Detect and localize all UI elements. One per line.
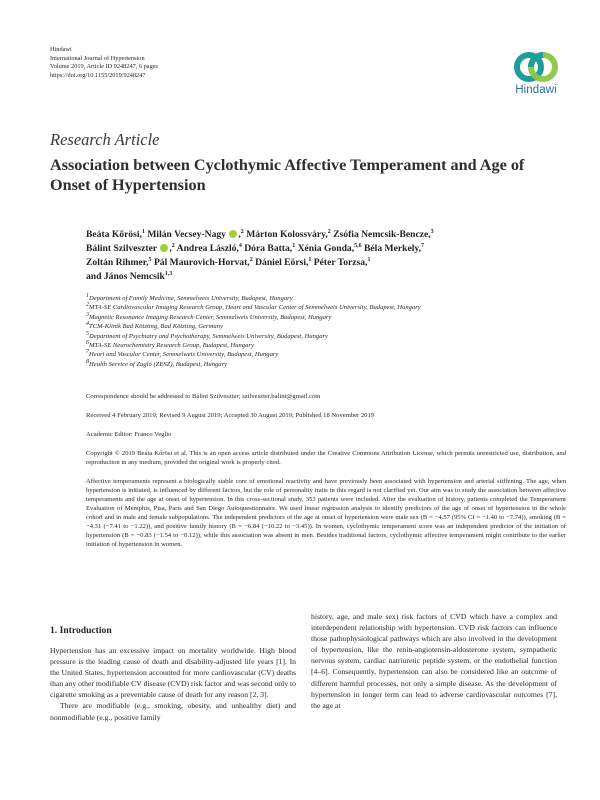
abstract: Affective temperaments represent a biologically stable core of emotional reactivity and have previously been associated with hypertension and arterial stiffening. The age, when hypertension is initiated, is influenced by different factors, but the role of personality traits in this regard is not clarified yet. Our aim was to study the association between affective temperaments and the age at onset of hypertension. In this cross-sectional study, 353 patients were included. After the evaluation of history, patients completed the Temperament Evaluation of Memphis, Pisa, Paris and San Diego Autoquestionnaire. We used linear regression analysis to identify predictors of the age of onset of hypertension in the whole cohort and in male and female subpopulations. The independent predictors of the age at onset of hypertension were male sex (B = −4.57 (95% CI = −1.40 to −7.74)), smoking (B = −4.31 (−7.41 to −1.22)), and positive family history (B = −6.84 (−10.22 to −3.45)). In women, cyclothymic temperament score was an independent predictor of the initiation of hypertension (B = −0.83 (−1.54 to −0.12)), while this association was absent in men. Besides traditional factors, cyclothymic affective temperament might contribute to the earlier initiation of hypertension in women.: [86, 478, 566, 548]
hindawi-logo-icon: [512, 50, 560, 84]
affiliation-marker: 3: [430, 228, 434, 235]
affiliation-item: [86, 360, 566, 369]
affiliation-marker: 1: [308, 256, 312, 263]
author-line-2: Bálint Szilveszter ,$^2$ Andrea László,$^4$ Dóra Batta,$^1$ Xénia Gonda,$^{5,6}$ Béla Merkely,$^7$: [86, 242, 425, 254]
author-line-4: [86, 270, 566, 284]
author-name[interactable]: Beáta Kőrösi,: [86, 229, 142, 240]
volume-info: Volume 2019, Article ID 9248247, 6 pages: [50, 63, 158, 71]
affiliation-number: 6: [86, 339, 89, 346]
article-title: Association between Cyclothymic Affective Temperament and Age of Onset of Hypertension: [50, 156, 525, 194]
affiliation-text: Magnetic Resonance Imaging Research Center, Semmelweis University, Budapest, Hungary: [89, 313, 332, 321]
author-name[interactable]: Pál Maurovich-Horvat,: [151, 256, 250, 268]
affiliation-item: [86, 294, 566, 303]
body-paragraph: Hypertension has an excessive impact on mortality worldwide. High blood pressure is the leading cause of death and disability-adjusted life years [1]. In the United States, hypertension accounted for more cardiovascular (CV) deaths than any other modifiable CV disease (CVD) risk factor and was second only to cigarette smoking as a preventable cause of death for any reason [2, 3].: [50, 646, 297, 700]
affiliation-marker: 1,3: [164, 270, 173, 277]
affiliation-number: 4: [86, 321, 89, 328]
author-name[interactable]: Milán Vecsey-Nagy: [144, 229, 226, 240]
affiliation-number: 7: [86, 349, 89, 356]
author-name[interactable]: Márton Kolossváry,: [243, 229, 328, 240]
affiliation-marker: 5,6: [354, 242, 362, 249]
affiliation-text: Department of Psychiatry and Psychotherapy, Semmelweis University, Budapest, Hungary: [89, 332, 328, 340]
affiliation-text: Department of Family Medicine, Semmelweis University, Budapest, Hungary: [89, 295, 293, 302]
affiliation-item: [86, 350, 566, 359]
affiliation-text: MTA-SE Cardiovascular Imaging Research Group, Heart and Vascular Center of Semmelweis University, Budapest, Hungary: [89, 304, 421, 312]
affiliation-marker: 2: [249, 256, 253, 263]
section-heading: [50, 625, 112, 636]
affiliation-text: TCM-Klinik Bad Kötzting, Bad Kötzting, Germany: [89, 323, 223, 331]
affiliation-text: MTA-SE Neurochemistry Research Group, Budapest, Hungary: [89, 342, 254, 350]
author-name[interactable]: Xénia Gonda,: [295, 242, 355, 254]
affiliation-marker: 2: [327, 228, 331, 235]
affiliation-list: [86, 294, 566, 369]
affiliation-item: [86, 332, 566, 341]
hindawi-logo: [508, 50, 564, 96]
affiliation-marker: 2: [171, 242, 175, 249]
section-title: Introduction: [59, 625, 112, 636]
affiliation-marker: 2: [240, 228, 244, 235]
body-paragraph: There are modifiable (e.g., smoking, obesity, and unhealthy diet) and nonmodifiable (e.g., positive family: [50, 701, 296, 722]
affiliation-item: [86, 303, 566, 312]
author-name[interactable]: and János Nemcsik: [86, 270, 165, 282]
section-number: 1.: [50, 625, 58, 636]
author-name[interactable]: Andrea László,: [174, 242, 239, 254]
copyright-notice: Copyright © 2019 Beáta Kőrösi et al. This is an open access article distributed under the Creative Commons Attribution License, which permits unrestricted use, distribution, and reproduction in any medium, provided the original work is properly cited.: [86, 450, 566, 466]
author-name[interactable]: Péter Torzsa,: [311, 256, 368, 268]
hindawi-logo-text: Hindawi: [515, 84, 557, 96]
affiliation-number: 3: [86, 311, 89, 318]
academic-editor: Academic Editor: Franco Veglio: [86, 431, 172, 438]
affiliation-marker: 1: [292, 242, 296, 249]
orcid-icon[interactable]: [229, 230, 237, 238]
publication-dates: Received 4 February 2019; Revised 9 August 2019; Accepted 30 August 2019; Published 18 November 2019: [86, 412, 375, 419]
affiliation-marker: 5: [148, 256, 152, 263]
journal-name: International Journal of Hypertension: [50, 54, 145, 62]
publisher-name: Hindawi: [50, 46, 72, 53]
orcid-icon[interactable]: [160, 244, 168, 252]
author-name[interactable]: Bálint Szilveszter: [86, 242, 157, 254]
affiliation-marker: 1: [367, 256, 371, 263]
affiliation-number: 2: [86, 302, 89, 309]
affiliation-marker: 7: [421, 242, 425, 249]
correspondence-note: Correspondence should be addressed to Bálint Szilveszter; szilveszter.balint@gmail.com: [86, 393, 321, 400]
author-name[interactable]: Dóra Batta,: [241, 242, 293, 254]
author-list: [86, 228, 566, 284]
affiliation-item: [86, 341, 566, 350]
body-paragraph: history, age, and male sex) risk factors of CVD which have a complex and interdependent relationship with hypertension. CVD risk factors can influence those pathophysiological pathways which are also involved in the development of hypertension, like the renin-angiotensin-aldosterone system, sympathetic nervous system, cardiac natriuretic peptide system, or the endothelial function [4–6]. Consequently, hypertension can also be considered like an outcome of different harmful processes, not only a simple disease. As the development of hypertension in longer term can lead to adverse cardiovascular outcomes [7], the age at: [311, 612, 557, 710]
author-name[interactable]: Zsófia Nemcsik-Bencze,: [330, 229, 431, 240]
affiliation-number: 5: [86, 330, 89, 337]
affiliation-item: [86, 313, 566, 322]
affiliation-text: Health Service of Zugló (ZESZ), Budapest, Hungary: [89, 360, 228, 368]
affiliation-item: [86, 322, 566, 331]
author-name[interactable]: Dániel Eörsi,: [252, 256, 309, 268]
journal-header: [50, 46, 158, 80]
author-name[interactable]: Zoltán Rihmer,: [86, 256, 149, 268]
affiliation-number: 1: [86, 292, 89, 299]
affiliation-text: Heart and Vascular Center, Semmelweis University, Budapest, Hungary: [89, 351, 279, 359]
body-column-right: [311, 611, 557, 711]
author-line-3: [86, 256, 566, 270]
author-line-1: Beáta Kőrösi,$^1$ Milán Vecsey-Nagy ,$^2$ Márton Kolossváry,$^2$ Zsófia Nemcsik-Bencze,$^3$: [86, 228, 434, 240]
affiliation-marker: 4: [238, 242, 242, 249]
author-name[interactable]: Béla Merkely,: [361, 242, 422, 254]
doi-link[interactable]: https://doi.org/10.1155/2019/9248247: [50, 71, 146, 79]
affiliation-number: 8: [86, 358, 89, 365]
article-type: Research Article: [50, 130, 160, 149]
body-column-left: [50, 645, 296, 723]
affiliation-marker: 1: [141, 228, 145, 235]
